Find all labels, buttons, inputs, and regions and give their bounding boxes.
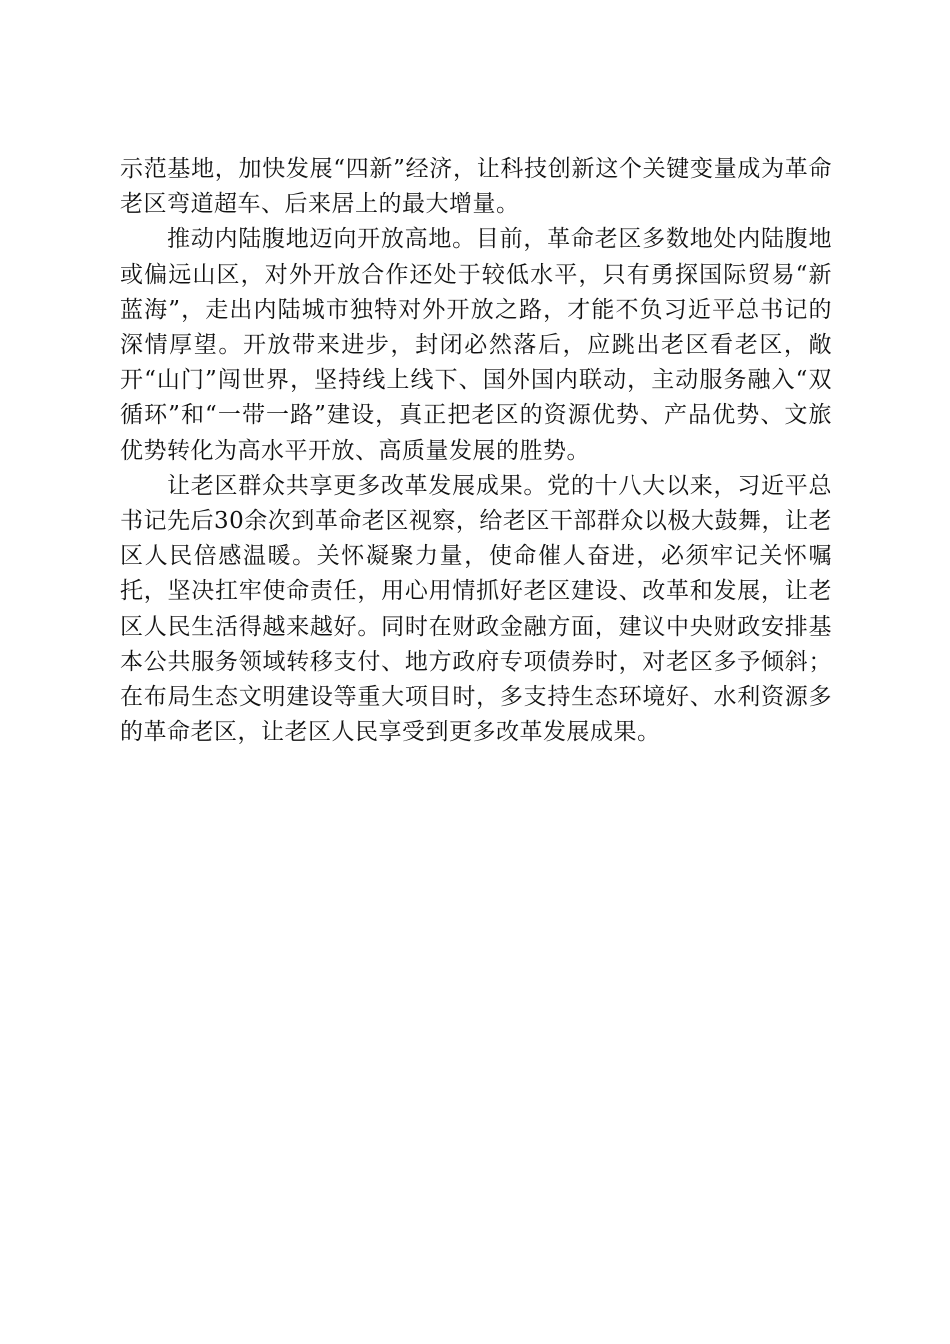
paragraph-1: 示范基地，加快发展“四新”经济，让科技创新这个关键变量成为革命老区弯道超车、后来居上的最大增量。 <box>120 156 832 218</box>
paragraph-2: 推动内陆腹地迈向开放高地。目前，革命老区多数地处内陆腹地或偏远山区，对外开放合作还处于较低水平，只有勇探国际贸易“新蓝海”，走出内陆城市独特对外开放之路，才能不负习近平总书记的深情厚望。开放带来进步，封闭必然落后，应跳出老区看老区，敞开“山门”闯世界，坚持线上线下、国外国内联动，主动服务融入“双循环”和“一带一路”建设，真正把老区的资源优势、产品优势、文旅优势转化为高水平开放、高质量发展的胜势。 <box>120 226 832 464</box>
paragraph-3: 让老区群众共享更多改革发展成果。党的十八大以来，习近平总书记先后30余次到革命老区视察，给老区干部群众以极大鼓舞，让老区人民倍感温暖。关怀凝聚力量，使命催人奋进，必须牢记关怀嘱托，坚决扛牢使命责任，用心用情抓好老区建设、改革和发展，让老区人民生活得越来越好。同时在财政金融方面，建议中央财政安排基本公共服务领域转移支付、地方政府专项债券时，对老区多予倾斜；在布局生态文明建设等重大项目时，多支持生态环境好、水利资源多的革命老区，让老区人民享受到更多改革发展成果。 <box>120 472 832 746</box>
document-page <box>120 152 832 750</box>
